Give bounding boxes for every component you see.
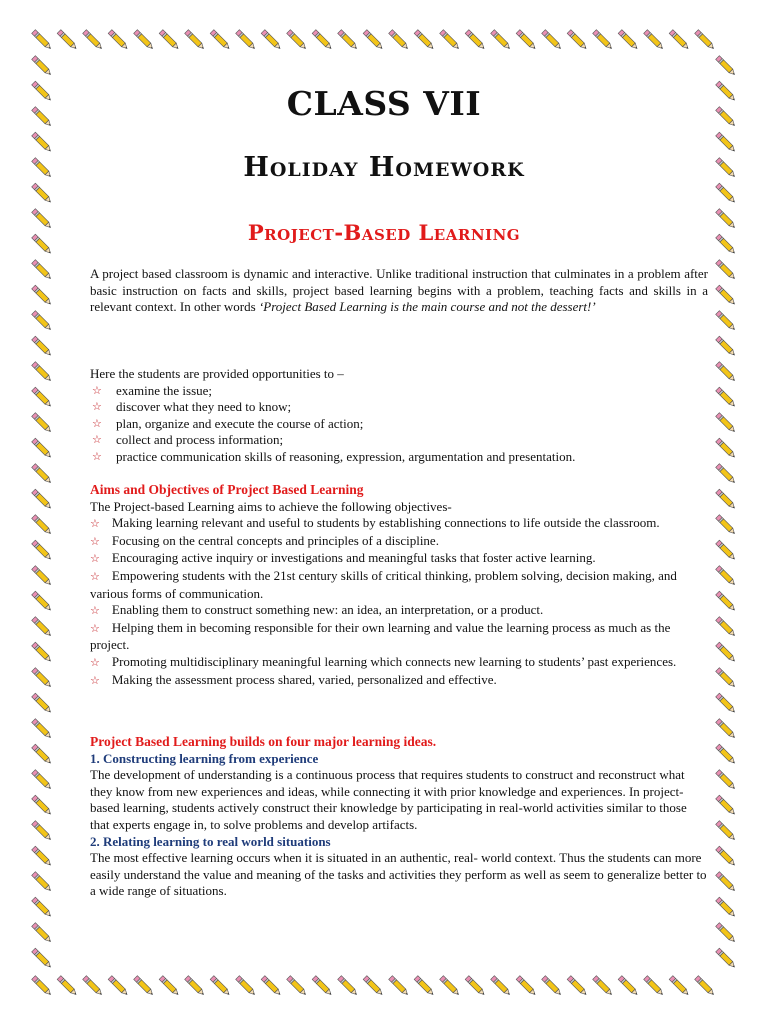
pencil-icon — [32, 285, 53, 306]
pencil-icon — [338, 976, 359, 997]
pencil-icon — [716, 821, 737, 842]
pencil-icon — [287, 30, 308, 51]
pencil-icon — [389, 976, 410, 997]
pencil-icon — [261, 30, 282, 51]
intro-quote: ‘Project Based Learning is the main course and not the dessert!’ — [258, 299, 596, 315]
intro-paragraph — [90, 266, 708, 316]
list-item: ☆ Making learning relevant and useful to students by establishing connections to life outside the classroom. — [90, 515, 660, 531]
list-item: ☆ practice communication skills of reasoning, expression, argumentation and presentation. — [92, 448, 576, 464]
pencil-icon — [716, 744, 737, 765]
list-item: ☆ Empowering students with the 21st century skills of critical thinking, problem solving, decision making, and various forms of communication. — [90, 567, 677, 601]
list-item: ☆ collect and process information; — [92, 432, 284, 448]
idea-2-title: 2. Relating learning to real world situations — [90, 833, 331, 849]
pencil-icon — [185, 30, 206, 51]
pencil-icon — [32, 362, 53, 383]
pencil-icon — [716, 56, 737, 77]
pencil-icon — [363, 30, 384, 51]
ideas-section — [90, 734, 708, 900]
aims-lead: The Project-based Learning aims to achieve the following objectives- — [90, 498, 452, 514]
pencil-icon — [210, 30, 231, 51]
opportunities-lead: Here the students are provided opportunities to – — [90, 366, 344, 381]
pencil-icon — [108, 30, 129, 51]
pencil-icon — [716, 719, 737, 740]
page-heading: Project-Based Learning — [247, 220, 521, 245]
pencil-icon — [32, 948, 53, 969]
pencil-icon — [32, 413, 53, 434]
pencil-icon — [32, 591, 53, 612]
pencil-icon — [716, 183, 737, 204]
pencil-icon — [567, 30, 588, 51]
star-outline-icon: ☆ — [90, 518, 100, 531]
pencil-icon — [108, 976, 129, 997]
pencil-icon — [716, 846, 737, 867]
pencil-icon — [716, 668, 737, 689]
pencil-icon — [338, 30, 359, 51]
pencil-icon — [716, 413, 737, 434]
pencil-icon — [669, 30, 690, 51]
pencil-icon — [32, 897, 53, 918]
star-outline-icon: ☆ — [90, 553, 100, 566]
pencil-icon — [716, 795, 737, 816]
pencil-icon — [491, 976, 512, 997]
pencil-icon — [32, 872, 53, 893]
pencil-icon — [57, 976, 78, 997]
pencil-icon — [716, 311, 737, 332]
pencil-icon — [32, 642, 53, 663]
aims-heading: Aims and Objectives of Project Based Learning — [90, 482, 364, 497]
pencil-icon — [210, 976, 231, 997]
star-outline-icon: ☆ — [90, 622, 100, 635]
pencil-icon — [32, 744, 53, 765]
pencil-icon — [669, 976, 690, 997]
pencil-icon — [32, 923, 53, 944]
ideas-heading: Project Based Learning builds on four major learning ideas. — [90, 734, 437, 749]
pencil-icon — [32, 821, 53, 842]
pencil-icon — [32, 719, 53, 740]
pencil-icon — [695, 30, 716, 51]
list-item: ☆ Making the assessment process shared, varied, personalized and effective. — [90, 671, 497, 687]
pencil-icon — [32, 693, 53, 714]
star-outline-icon: ☆ — [92, 450, 102, 463]
page-title: CLASS VII — [286, 84, 482, 123]
star-outline-icon: ☆ — [92, 417, 102, 430]
star-outline-icon: ☆ — [92, 401, 102, 414]
list-item: ☆ plan, organize and execute the course of action; — [92, 415, 364, 431]
pencil-icon — [236, 30, 257, 51]
pencil-icon — [516, 30, 537, 51]
pencil-icon — [542, 976, 563, 997]
pencil-icon — [716, 897, 737, 918]
pencil-icon — [716, 336, 737, 357]
pencil-icon — [618, 976, 639, 997]
pencil-icon — [32, 336, 53, 357]
pencil-icon — [32, 617, 53, 638]
list-item: ☆ Focusing on the central concepts and principles of a discipline. — [90, 532, 439, 548]
pencil-icon — [57, 30, 78, 51]
pencil-icon — [716, 515, 737, 536]
pencil-icon — [363, 976, 384, 997]
pencil-icon — [593, 976, 614, 997]
pencil-icon — [716, 438, 737, 459]
intro-text: A project based classroom is dynamic and interactive. Unlike traditional instruction that culminates in a problem after basic instruction on facts and skills, project based learning begins with a problem, teaching facts and skills in a relevant context. In other words — [90, 266, 708, 315]
pencil-icon — [716, 260, 737, 281]
page-subtitle: Holiday Homework — [243, 152, 525, 183]
pencil-icon — [32, 795, 53, 816]
pencil-icon — [716, 540, 737, 561]
pencil-icon — [644, 976, 665, 997]
pencil-icon — [159, 976, 180, 997]
pencil-icon — [32, 668, 53, 689]
pencil-icon — [134, 30, 155, 51]
pencil-icon — [695, 976, 716, 997]
pencil-icon — [716, 693, 737, 714]
star-outline-icon: ☆ — [92, 434, 102, 447]
idea-2-text: The most effective learning occurs when it is situated in an authentic, real- world context. Thus the students can more easily understand the value and meaning of the tasks and activities they perform as well as seem to generalize better to a wide range of situations. — [90, 850, 707, 899]
pencil-icon — [465, 976, 486, 997]
star-outline-icon: ☆ — [90, 656, 100, 669]
pencil-icon — [716, 591, 737, 612]
list-item: ☆ Promoting multidisciplinary meaningful learning which connects new learning to students’ past experiences. — [90, 653, 677, 669]
pencil-icon — [32, 311, 53, 332]
pencil-icon — [32, 132, 53, 153]
pencil-icon — [716, 923, 737, 944]
opportunities-section — [90, 366, 708, 466]
pencil-icon — [440, 976, 461, 997]
star-outline-icon: ☆ — [90, 605, 100, 618]
pencil-icon — [716, 464, 737, 485]
list-item: ☆ discover what they need to know; — [92, 399, 292, 415]
pencil-icon — [312, 30, 333, 51]
list-item: ☆ Helping them in becoming responsible for their own learning and value the learning process as much as the project. — [90, 619, 671, 653]
pencil-icon — [159, 30, 180, 51]
pencil-icon — [716, 566, 737, 587]
pencil-icon — [618, 30, 639, 51]
star-outline-icon: ☆ — [90, 674, 100, 687]
pencil-icon — [32, 770, 53, 791]
pencil-icon — [236, 976, 257, 997]
opportunities-list — [90, 383, 708, 466]
pencil-icon — [491, 30, 512, 51]
idea-1-title: 1. Constructing learning from experience — [90, 750, 319, 766]
aims-list — [90, 515, 708, 689]
pencil-icon — [716, 872, 737, 893]
pencil-icon — [32, 183, 53, 204]
pencil-icon — [32, 566, 53, 587]
star-outline-icon: ☆ — [90, 535, 100, 548]
pencil-icon — [716, 285, 737, 306]
pencil-icon — [287, 976, 308, 997]
pencil-icon — [83, 30, 104, 51]
pencil-icon — [32, 515, 53, 536]
pencil-icon — [644, 30, 665, 51]
pencil-icon — [716, 617, 737, 638]
pencil-icon — [32, 56, 53, 77]
star-outline-icon: ☆ — [92, 384, 102, 397]
pencil-icon — [414, 30, 435, 51]
pencil-icon — [32, 846, 53, 867]
list-item: ☆ Enabling them to construct something new: an idea, an interpretation, or a product. — [90, 602, 544, 618]
pencil-icon — [32, 438, 53, 459]
pencil-icon — [185, 976, 206, 997]
pencil-icon — [716, 132, 737, 153]
pencil-icon — [261, 976, 282, 997]
pencil-icon — [389, 30, 410, 51]
pencil-icon — [716, 489, 737, 510]
pencil-icon — [716, 770, 737, 791]
pencil-icon — [32, 260, 53, 281]
pencil-icon — [716, 362, 737, 383]
pencil-icon — [312, 976, 333, 997]
pencil-icon — [32, 30, 53, 51]
star-outline-icon: ☆ — [90, 570, 100, 583]
pencil-icon — [516, 976, 537, 997]
pencil-icon — [716, 387, 737, 408]
pencil-icon — [716, 642, 737, 663]
pencil-icon — [134, 976, 155, 997]
pencil-icon — [542, 30, 563, 51]
pencil-icon — [32, 489, 53, 510]
list-item: ☆ Encouraging active inquiry or investigations and meaningful tasks that foster active learning. — [90, 550, 596, 566]
pencil-icon — [83, 976, 104, 997]
pencil-icon — [593, 30, 614, 51]
pencil-icon — [414, 976, 435, 997]
pencil-icon — [32, 464, 53, 485]
idea-1-text: The development of understanding is a continuous process that requires students to construct and reconstruct what they know from new experiences and ideas, while connecting it with prior knowledge and experiences. In project-based learning, students actively construct their knowledge by participating in real-world activities similar to those that experts engage in, to solve problems and develop artifacts. — [90, 767, 687, 832]
pencil-icon — [440, 30, 461, 51]
pencil-icon — [32, 387, 53, 408]
pencil-icon — [716, 948, 737, 969]
list-item: ☆ examine the issue; — [92, 382, 213, 398]
aims-section — [90, 482, 708, 689]
pencil-icon — [465, 30, 486, 51]
pencil-icon — [567, 976, 588, 997]
pencil-icon — [32, 976, 53, 997]
pencil-icon — [32, 540, 53, 561]
